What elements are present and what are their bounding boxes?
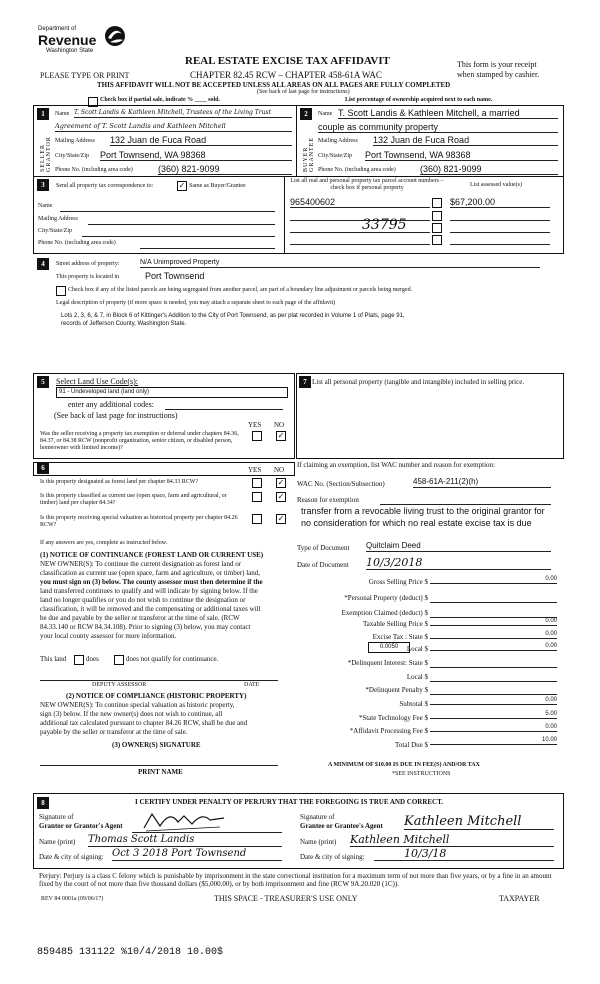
buyer-name-value[interactable]: T. Scott Landis & Kathleen Mitchell, a married [338, 108, 558, 119]
total-due-label: Total Due $ [395, 741, 428, 749]
reason-value-1[interactable]: transfer from a revocable living trust to the original grantor for [301, 506, 545, 516]
reason-label: Reason for exemption [297, 496, 359, 504]
located-value[interactable]: Port Townsend [145, 271, 205, 281]
legal-value-2[interactable]: records of Jefferson County, Washington State. [61, 321, 187, 327]
current-use-question: Is this property classified as current use (open space, farm and agricultural, or timber) land per chapter 84.34? [40, 493, 227, 506]
owner-signature-label: (3) OWNER(S) SIGNATURE [112, 741, 201, 749]
tax-city-label: City/State/Zip [38, 228, 72, 234]
grantor-signature-line [132, 831, 282, 833]
total-due-value[interactable]: 10.00 [430, 737, 557, 745]
doc-type-label: Type of Document [297, 544, 350, 552]
grantee-date-value[interactable]: 10/3/18 [374, 848, 554, 861]
excise-local-value[interactable]: 0.00 [430, 643, 557, 651]
buyer-address-label: Mailing Address [318, 138, 358, 144]
exemption-yes-checkbox[interactable] [252, 431, 262, 441]
check-mark-icon: ✓ [178, 181, 186, 190]
grantor-name-value[interactable]: Thomas Scott Landis [88, 834, 282, 847]
gross-selling-value[interactable]: 0.00 [430, 576, 557, 584]
historic-question: Is this property receiving special valuation as historical property per chapter 84.26 RCW? [40, 515, 238, 528]
legal-value-1[interactable]: Lots 2, 3, 6, & 7, in Block 6 of Kittinger's Addition to the City of Port Townsend, as per plat recorded in Volume 1 of Plats, page 91, [61, 313, 405, 319]
check-mark-icon: ✓ [277, 478, 285, 487]
partial-sale-label: Check box if partial sale, indicate % ____ sold. [100, 97, 221, 103]
does-checkbox[interactable] [74, 655, 84, 665]
receipt-line1: This form is your receipt [457, 60, 537, 69]
doc-date-label: Date of Document [297, 561, 349, 569]
seller-address-label: Mailing Address [55, 138, 95, 144]
ownership-pct-label: List percentage of ownership acquired next to each name. [345, 97, 493, 103]
notice-continuance-body-3: you must sign on (3) below. The county assessor must then determine if the [40, 578, 263, 586]
print-name-label: PRINT NAME [138, 768, 183, 776]
deputy-assessor-line[interactable] [40, 679, 278, 681]
segregated-checkbox[interactable] [56, 286, 66, 296]
this-land-label: This land [40, 655, 67, 663]
notice-continuance-body-4: land transferred continues to qualify and will indicate by signing below. If the [40, 587, 258, 595]
tax-mailing-label: Mailing Address [38, 216, 78, 222]
same-as-buyer-label: Same as Buyer/Grantee [189, 183, 246, 189]
minimum-due-note: A MINIMUM OF $10.00 IS DUE IN FEE(S) AND/OR TAX [328, 762, 480, 768]
section5-yes-header: YES [248, 421, 262, 429]
personal-property-label: List all personal property (tangible and intangible) included in selling price. [312, 378, 525, 386]
print-hint: PLEASE TYPE OR PRINT [40, 71, 130, 80]
affidavit-fee-label: *Affidavit Processing Fee $ [349, 727, 428, 735]
form-notice: THIS AFFIDAVIT WILL NOT BE ACCEPTED UNLESS ALL AREAS ON ALL PAGES ARE FULLY COMPLETED [97, 81, 451, 89]
buyer-name-value-2[interactable]: couple as community property [318, 122, 558, 133]
historic-yes-checkbox[interactable] [252, 514, 262, 524]
buyer-address-value[interactable]: 132 Juan de Fuca Road [373, 135, 558, 146]
local-rate-box[interactable]: 0.0050 [368, 642, 410, 653]
dor-logo-line3: Washington State [46, 48, 94, 54]
section-3-number: 3 [37, 179, 49, 191]
notice-continuance-body-7: be due and payable by the seller or transferor at the time of sale. (RCW [40, 614, 240, 622]
section5-see-back: (See back of last page for instructions) [54, 411, 178, 420]
does-label: does [86, 655, 99, 663]
notice-continuance-body-5: land no longer qualifies or you do not wish to continue the designation or [40, 596, 246, 604]
cashier-stamp: 859485 131122 %10/4/2018 10.00$ [37, 947, 224, 958]
section-7-number: 7 [299, 376, 311, 388]
notice-continuance-body-1: NEW OWNER(S): To continue the current designation as forest land or [40, 560, 242, 568]
section6-no-header: NO [274, 466, 285, 474]
tax-phone-label: Phone No. (including area code) [38, 240, 116, 246]
tax-city-line[interactable] [82, 235, 275, 237]
taxable-selling-value[interactable]: 0.00 [430, 618, 557, 626]
seller-name-value-2[interactable]: Agreement of T. Scott Landis and Kathleen Mitchell [55, 122, 292, 132]
dor-logo-line2: Revenue [38, 32, 97, 48]
tax-name-line[interactable] [60, 210, 275, 212]
treasurer-use-label: THIS SPACE - TREASURER'S USE ONLY [214, 894, 358, 903]
excise-local-label: Local $ [406, 645, 428, 653]
check-mark-icon: ✓ [277, 431, 285, 440]
certify-statement: I CERTIFY UNDER PENALTY OF PERJURY THAT THE FOREGOING IS TRUE AND CORRECT. [135, 798, 444, 806]
dor-logo-line1: Department of [38, 26, 77, 32]
notice-continuance-body-6: classification, it will be removed and the compensating or additional taxes will [40, 605, 261, 613]
subtotal-value[interactable]: 0.00 [430, 697, 557, 705]
grantee-sig-label-1: Signature of [300, 813, 335, 821]
tax-phone-line[interactable] [140, 247, 275, 249]
dor-logo [38, 26, 133, 66]
forest-no-checkbox[interactable] [276, 478, 286, 488]
grantor-date-value[interactable]: Oct 3 2018 Port Townsend [112, 848, 282, 861]
seller-name-value[interactable]: T. Scott Landis & Kathleen Mitchell, Trustees of the Living Trust [74, 109, 292, 118]
assessed-3-line[interactable] [450, 231, 550, 233]
section5-no-header: NO [274, 421, 285, 429]
form-number: REV 84 0001a (09/06/17) [41, 896, 104, 902]
send-tax-label: Send all property tax correspondence to: [56, 183, 154, 189]
section-6-number: 6 [37, 462, 49, 474]
notice-continuance-body-2: classification as current use (open space, farm and agriculture, or timber) land, [40, 569, 261, 577]
historic-no-checkbox[interactable] [276, 514, 286, 524]
buyer-name-label: Name [318, 111, 333, 117]
seller-phone-value[interactable]: (360) 821-9099 [158, 164, 292, 175]
same-as-buyer-checkbox[interactable] [177, 181, 187, 191]
seller-city-value[interactable]: Port Townsend, WA 98368 [100, 150, 292, 161]
buyer-city-value[interactable]: Port Townsend, WA 98368 [365, 150, 558, 161]
grantor-name-label: Name (print) [39, 838, 76, 846]
land-use-label: Select Land Use Code(s): [56, 377, 138, 386]
does-not-checkbox[interactable] [114, 655, 124, 665]
seller-address-value[interactable]: 132 Juan de Fuca Road [110, 135, 292, 146]
notice-continuance-body-8: 84.33.140 or RCW 84.34.108). Prior to signing (3) below, you may contact [40, 623, 251, 631]
owner-signature-line[interactable] [40, 764, 278, 766]
affidavit-fee-value[interactable]: 0.00 [430, 724, 557, 732]
section-4-number: 4 [37, 258, 49, 270]
reason-value-2[interactable]: no consideration for which no real estate excise tax is due [301, 518, 532, 528]
seller-side-label: SELLER GRANTOR [40, 136, 52, 172]
notice-compliance-body-4: payable by the seller or transferor at the time of sale. [40, 728, 188, 736]
dor-swirl-icon [102, 24, 128, 48]
form-title: REAL ESTATE EXCISE TAX AFFIDAVIT [185, 55, 390, 67]
additional-codes-label: enter any additional codes: [68, 400, 154, 409]
does-not-label: does not qualify for continuance. [126, 655, 219, 663]
delinquent-interest-state-value[interactable] [430, 666, 557, 668]
handwritten-note: 33795 [362, 217, 407, 233]
grantor-date-label: Date & city of signing: [39, 853, 104, 861]
current-use-yes-checkbox[interactable] [252, 492, 262, 502]
wac-label: WAC No. (Section/Subsection) [297, 480, 385, 488]
wac-value[interactable]: 458-61A-211(2)(h) [413, 477, 551, 488]
see-back-header: (See back of last page for instructions) [257, 89, 350, 95]
legal-label: Legal description of property (if more space is needed, you may attach a separate sheet to each page of the affidavit) [56, 300, 336, 306]
exemption-claim-label: If claiming an exemption, list WAC number and reason for exemption: [297, 461, 495, 469]
street-value[interactable]: N/A Unimproved Property [140, 259, 540, 268]
grantor-sig-label-1: Signature of [39, 813, 74, 821]
excise-state-value[interactable]: 0.00 [430, 631, 557, 639]
grantee-signature-value[interactable]: Kathleen Mitchell [404, 814, 554, 830]
notice-compliance-title: (2) NOTICE OF COMPLIANCE (HISTORIC PROPERTY) [66, 692, 247, 700]
grantee-name-label: Name (print) [300, 838, 337, 846]
delinquent-interest-local-label: Local $ [406, 673, 428, 681]
state-tech-fee-label: *State Technology Fee $ [358, 714, 428, 722]
exemption-claimed-label: Exemption Claimed (deduct) $ [341, 609, 428, 617]
parcel-4-checkbox[interactable] [432, 235, 442, 245]
section-divider [296, 105, 297, 176]
parcel-3-checkbox[interactable] [432, 223, 442, 233]
doc-type-value[interactable]: Quitclaim Deed [366, 541, 551, 552]
assessed-2-line[interactable] [450, 219, 550, 221]
parcel-3-line[interactable] [290, 231, 430, 233]
if-yes-note: If any answers are yes, complete as instructed below. [40, 540, 168, 546]
notice-continuance-body-9: your local county assessor for more information. [40, 632, 177, 640]
buyer-phone-label: Phone No. (including area code) [318, 167, 396, 173]
buyer-side-label: BUYER GRANTEE [303, 137, 315, 172]
receipt-line2: when stamped by cashier. [457, 70, 540, 79]
deputy-assessor-label: DEPUTY ASSESSOR [92, 682, 147, 688]
current-use-no-checkbox[interactable] [276, 492, 286, 502]
tax-name-label: Name [38, 203, 53, 209]
delinquent-interest-local-value[interactable] [430, 680, 557, 682]
personal-property-deduct-value[interactable] [430, 601, 557, 603]
reason-line[interactable] [380, 503, 551, 505]
delinquent-penalty-value[interactable] [430, 693, 557, 695]
taxable-selling-label: Taxable Selling Price $ [362, 620, 428, 628]
section-2-number: 2 [300, 108, 312, 120]
parcel-header: List all real and personal property tax parcel account numbers – check box if personal property [290, 178, 444, 191]
notice-compliance-body-3: additional tax calculated pursuant to chapter 84.26 RCW, shall be due and [40, 719, 248, 727]
notice-continuance-title: (1) NOTICE OF CONTINUANCE (FOREST LAND OR CURRENT USE) [40, 551, 264, 559]
section-8-number: 8 [37, 797, 49, 809]
buyer-city-label: City/State/Zip [318, 153, 352, 159]
grantee-sig-label-2: Grantee or Grantee's Agent [300, 822, 383, 830]
grantor-sig-label-2: Grantor or Grantor's Agent [39, 822, 123, 830]
street-label: Street address of property: [56, 261, 120, 267]
delinquent-penalty-label: *Delinquent Penalty $ [365, 686, 428, 694]
segregated-label: Check box if any of the listed parcels are being segregated from another parcel, are part of a boundary line adjustment or parcels being merged. [68, 287, 413, 293]
grantee-date-label: Date & city of signing: [300, 853, 365, 861]
assessed-header: List assessed value(s) [470, 182, 522, 188]
forest-land-question: Is this property designated as forest land per chapter 84.33 RCW? [40, 479, 199, 485]
section-3-divider [284, 176, 285, 253]
parcel-2-line[interactable] [290, 219, 430, 221]
exemption-question: Was the seller receiving a property tax exemption or deferral under chapters 84.36, 84.37, or 84.38 RCW (nonprofit organization, senior citizen, or disabled person, homeowner with limited income)? [40, 431, 239, 451]
check-mark-icon: ✓ [277, 514, 285, 523]
see-instructions-note: *SEE INSTRUCTIONS [392, 771, 451, 777]
state-tech-fee-value[interactable]: 5.00 [430, 711, 557, 719]
assessed-4-line[interactable] [450, 243, 550, 245]
land-use-select[interactable]: 91 - Undeveloped land (land only) [56, 387, 288, 398]
buyer-phone-value[interactable]: (360) 821-9099 [420, 164, 558, 175]
section-5-number: 5 [37, 376, 49, 388]
section6-yes-header: YES [248, 466, 262, 474]
tax-mailing-line[interactable] [88, 223, 275, 225]
located-label: This property is located in [56, 274, 119, 280]
gross-selling-label: Gross Selling Price $ [368, 578, 428, 586]
subtotal-label: Subtotal $ [399, 700, 428, 708]
assessed-value[interactable]: $67,200.00 [450, 197, 550, 208]
notice-compliance-body-2: sign (3) below. If the new owner(s) does not wish to continue, all [40, 710, 223, 718]
parcel-2-checkbox[interactable] [432, 211, 442, 221]
seller-city-label: City/State/Zip [55, 153, 89, 159]
excise-state-label: Excise Tax : State $ [372, 633, 428, 641]
taxpayer-label: TAXPAYER [499, 894, 540, 903]
parcel-4-line[interactable] [290, 243, 430, 245]
exemption-no-checkbox[interactable] [276, 431, 286, 441]
section-1-number: 1 [37, 108, 49, 120]
delinquent-interest-state-label: *Delinquent Interest: State $ [347, 659, 428, 667]
parcel-1-checkbox[interactable] [432, 198, 442, 208]
doc-date-value[interactable]: 10/3/2018 [366, 556, 551, 570]
deputy-date-label: DATE [244, 682, 260, 688]
forest-yes-checkbox[interactable] [252, 478, 262, 488]
seller-name-label: Name [55, 111, 70, 117]
additional-codes-line[interactable] [165, 408, 283, 410]
check-mark-icon: ✓ [277, 492, 285, 501]
form-chapter: CHAPTER 82.45 RCW – CHAPTER 458-61A WAC [190, 70, 382, 80]
notice-compliance-body-1: NEW OWNER(S): To continue special valuation as historic property, [40, 701, 235, 709]
perjury-statement: Perjury: Perjury is a class C felony which is punishable by imprisonment in the state correctional institution for a maximum term of not more than five years, or by a fine in an amount fixed by the court of not more than five thousand dollars ($5,000.00), or by both imprisonment and fine (RCW 9A.20.020 (1C)). [39, 872, 552, 888]
personal-property-deduct-label: *Personal Property (deduct) $ [344, 594, 428, 602]
grantee-name-value[interactable]: Kathleen Mitchell [350, 834, 554, 847]
seller-phone-label: Phone No. (including area code) [55, 167, 133, 173]
parcel-value[interactable]: 965400602 [290, 197, 430, 208]
